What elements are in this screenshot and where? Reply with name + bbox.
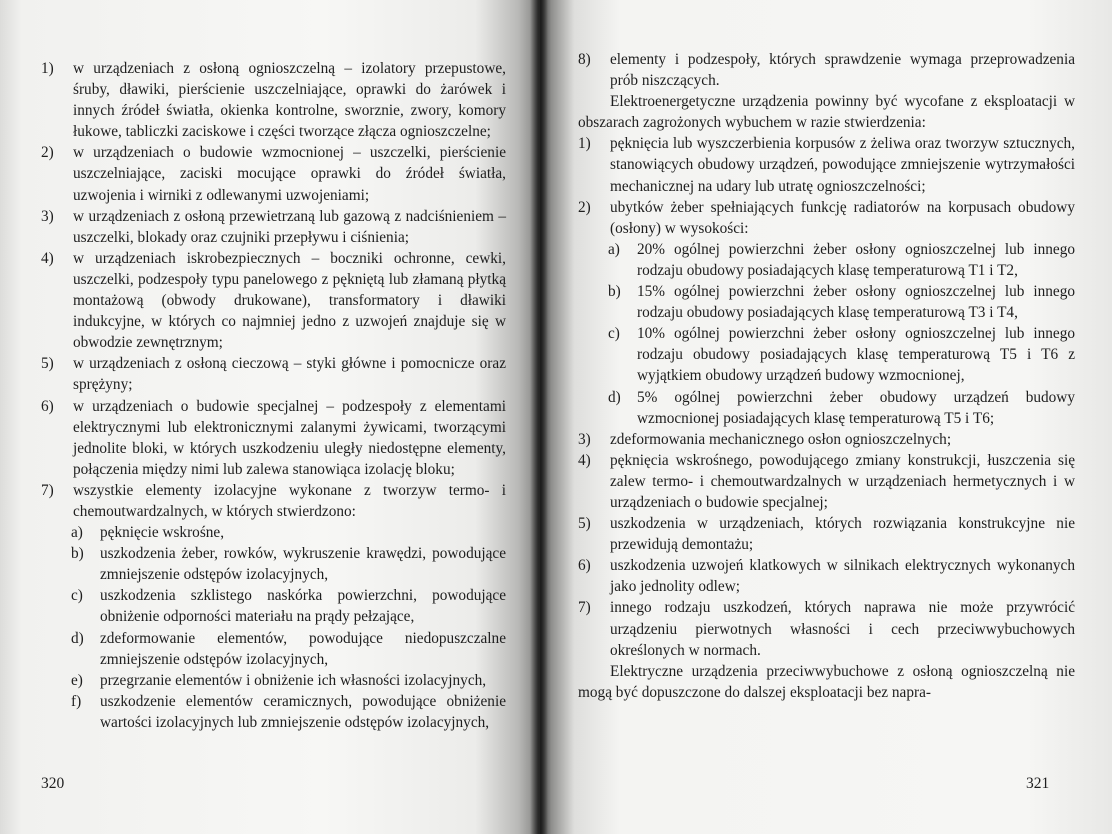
list-item [41,206,506,248]
item-letter: a) [608,240,620,258]
item-text: elementy i podzespoły, których sprawdzenie wymaga przeprowadzenia prób niszczących. [610,51,1075,90]
right-text-column [578,49,1075,703]
item-text: uszkodzenia uzwojeń klatkowych w silnikach elektrycznych wykonanych jako jednolity odlew; [610,557,1075,596]
list-item [41,480,506,522]
left-page [0,0,540,834]
list-item [578,49,1075,91]
item-number: 5) [578,515,591,533]
item-number: 4) [578,451,591,469]
item-number: 3) [41,207,54,225]
list-item [41,142,506,205]
item-text: pęknięcie wskrośne, [100,524,225,542]
right-page [540,0,1112,834]
item-number: 5) [41,355,54,373]
item-text: zdeformowania mechanicznego osłon ognioszczelnych; [610,430,952,448]
sub-list-item [578,239,1075,281]
item-text: innego rodzaju uszkodzeń, których naprawa nie może przywrócić urządzeniu pierwotnych własności i cech przeciwwybuchowych określonych w normach. [610,599,1075,659]
item-letter: b) [71,545,84,563]
item-text: uszkodzenia żeber, rowków, wykruszenie krawędzi, powodujące zmniejszenie odstępów izolacyjnych, [100,545,506,584]
list-item [41,248,506,353]
item-text: zdeformowanie elementów, powodujące niedopuszczalne zmniejszenie odstępów izolacyjnych, [100,629,506,668]
sub-list-item [41,691,506,733]
page-number: 321 [1026,775,1050,792]
item-text: uszkodzenie elementów ceramicznych, powodujące obniżenie wartości izolacyjnych lub zmniejszenie odstępów izolacyjnych, [100,692,506,731]
sub-list-item [578,387,1075,429]
item-text: w urządzeniach iskrobezpiecznych – boczniki ochronne, cewki, uszczelki, podzespoły typu panelowego z pękniętą lub złamaną płytką montażową (obwody drukowane), transformatory i dławiki indukcyjne, w których co najmniej jedno z uzwojeń znajduje się w obwodzie zewnętrznym; [73,249,506,352]
book-gutter [530,0,548,834]
item-number: 6) [41,397,54,415]
left-text-column [41,58,506,733]
list-item [578,555,1075,597]
item-text: 15% ogólnej powierzchni żeber osłony ognioszczelnej lub innego rodzaju obudowy posiadających klasę temperaturową T3 i T4, [637,283,1075,322]
sub-list-item [578,281,1075,323]
item-letter: a) [71,524,83,542]
item-text: wszystkie elementy izolacyjne wykonane z tworzyw termo- i chemoutwardzalnych, w których stwierdzono: [73,481,506,520]
item-text: w urządzeniach o budowie wzmocnionej – uszczelki, pierścienie uszczelniające, zaciski mocujące oprawki do źródeł światła, uzwojenia i wirniki z odlewanymi uzwojeniami; [73,144,506,204]
item-text: ubytków żeber spełniających funkcję radiatorów na korpusach obudowy (osłony) w wysokości: [610,198,1075,237]
sub-list-item [41,628,506,670]
list-item [578,513,1075,555]
item-number: 1) [41,60,54,77]
paragraph: Elektroenergetyczne urządzenia powinny być wycofane z eksploatacji w obszarach zagrożonych wybuchem w razie stwierdzenia: [578,93,1075,132]
page-number: 320 [41,775,65,792]
item-text: w urządzeniach o budowie specjalnej – podzespoły z elementami elektrycznymi lub elektronicznymi zalanymi żywicami, tworzącymi jednolite bloki, w których uszkodzeniu uległy niedostępne elementy, połączenia między nimi lub zalewa stanowiąca izolację bloku; [73,397,506,478]
item-number: 8) [578,51,591,68]
list-item [578,450,1075,513]
item-text: w urządzeniach z osłoną ognioszczelną – izolatory przepustowe, śruby, dławiki, pierścienie uszczelniające, oprawki do żarówek i innych źródeł światła, okienka kontrolne, sworznie, zwory, komory łukowe, tabliczki zaciskowe i części tworzące złącza ognioszczelne; [73,60,506,141]
item-text: 20% ogólnej powierzchni żeber osłony ognioszczelnej lub innego rodzaju obudowy posiadających klasę temperaturową T1 i T2, [637,240,1075,279]
item-number: 6) [578,557,591,575]
item-text: przegrzanie elementów i obniżenie ich własności izolacyjnych, [100,671,487,689]
item-text: uszkodzenia w urządzeniach, których rozwiązania konstrukcyjne nie przewidują demontażu; [610,515,1075,554]
list-item [41,353,506,395]
item-number: 2) [578,198,591,216]
item-letter: c) [608,325,620,343]
item-number: 3) [578,430,591,448]
item-letter: c) [71,587,83,605]
sub-list-item [578,323,1075,386]
item-number: 2) [41,144,54,162]
paragraph: Elektryczne urządzenia przeciwwybuchowe z osłoną ognioszczelną nie mogą być dopuszczone do dalszej eksploatacji bez napra- [578,662,1075,701]
list-item [41,58,506,142]
item-number: 4) [41,249,54,267]
item-letter: d) [71,629,84,647]
sub-list-item [41,543,506,585]
item-text: uszkodzenia szklistego naskórka powierzchni, powodujące obniżenie odporności materiału na prądy pełzające, [100,587,506,626]
list-item [578,597,1075,660]
list-item [578,429,1075,450]
item-letter: d) [608,388,621,406]
item-text: pęknięcia wskrośnego, powodującego zmiany konstrukcji, łuszczenia się zalew termo- i chemoutwardzalnych w urządzeniach hermetycznych i w urządzeniach o budowie specjalnej; [610,451,1075,511]
item-text: w urządzeniach z osłoną przewietrzaną lub gazową z nadciśnieniem – uszczelki, blokady oraz czujniki przepływu i ciśnienia; [73,207,506,246]
item-number: 1) [578,135,591,153]
sub-list-item [41,522,506,543]
item-text: w urządzeniach z osłoną cieczową – styki główne i pomocnicze oraz sprężyny; [73,355,506,394]
item-number: 7) [41,481,54,499]
list-item [578,133,1075,196]
list-item [578,197,1075,239]
item-letter: b) [608,283,621,301]
item-text: 10% ogólnej powierzchni żeber osłony ognioszczelnej lub innego rodzaju obudowy posiadających klasę temperaturową T5 i T6 z wyjątkiem obudowy urządzeń budowy wzmocnionej, [637,325,1075,385]
item-text: 5% ogólnej powierzchni żeber obudowy urządzeń budowy wzmocnionej posiadających klasę temperaturową T5 i T6; [637,388,1075,427]
sub-list-item [41,670,506,691]
list-item [41,396,506,480]
item-letter: e) [71,671,83,689]
item-text: pęknięcia lub wyszczerbienia korpusów z żeliwa oraz tworzyw sztucznych, stanowiących obudowy urządzeń, powodujące zmniejszenie wytrzymałości mechanicznej na udary lub utratę ognioszczelności; [610,135,1075,195]
item-letter: f) [71,692,82,710]
item-number: 7) [578,599,591,617]
sub-list-item [41,585,506,627]
